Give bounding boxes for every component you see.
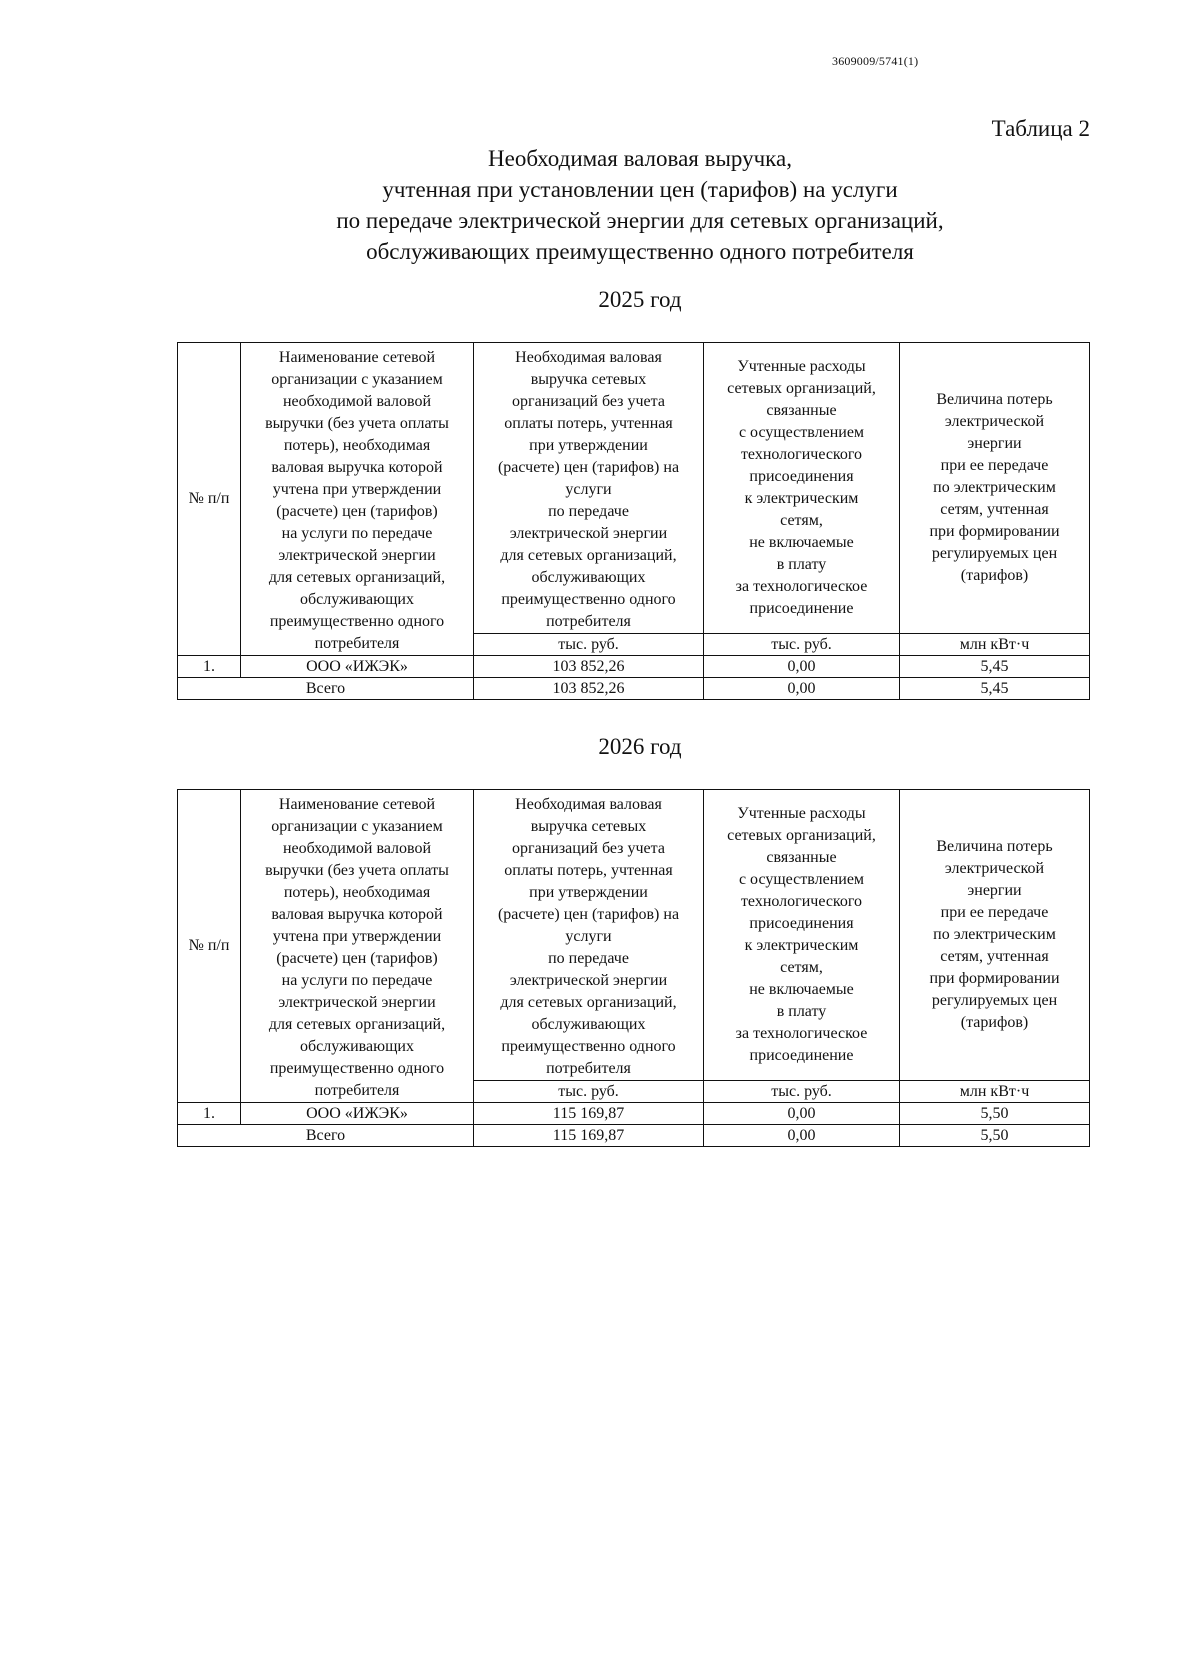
unit-costs: тыс. руб. [704, 1081, 900, 1103]
total-costs: 0,00 [704, 678, 900, 700]
total-label: Всего [178, 678, 474, 700]
row-losses: 5,45 [900, 656, 1090, 678]
unit-revenue: тыс. руб. [474, 634, 704, 656]
header-energy-losses: Величина потерь электрической энергии при ее передаче по электрическим сетям, учтенная при формировании регулируемых цен (тарифов) [900, 790, 1090, 1081]
table-row [178, 656, 1090, 678]
title-line: обслуживающих преимущественно одного потребителя [366, 239, 914, 264]
row-losses: 5,50 [900, 1103, 1090, 1125]
title-line: по передаче электрической энергии для сетевых организаций, [336, 208, 944, 233]
total-revenue: 103 852,26 [474, 678, 704, 700]
total-losses: 5,50 [900, 1125, 1090, 1147]
table-header-row [178, 790, 1090, 1081]
row-revenue: 115 169,87 [474, 1103, 704, 1125]
row-revenue: 103 852,26 [474, 656, 704, 678]
total-revenue: 115 169,87 [474, 1125, 704, 1147]
row-costs: 0,00 [704, 1103, 900, 1125]
year-heading-2026: 2026 год [598, 734, 682, 759]
header-required-revenue: Необходимая валовая выручка сетевых организаций без учета оплаты потерь, учтенная при утверждении (расчете) цен (тарифов) на услуги по передаче электрической энергии для сетевых организаций, обслуживающих преимущественно одного потребителя [474, 343, 704, 634]
header-connection-costs: Учтенные расходы сетевых организаций, связанные с осуществлением технологического присоединения к электрическим сетям, не включаемые в плату за технологическое присоединение [704, 790, 900, 1081]
header-connection-costs: Учтенные расходы сетевых организаций, связанные с осуществлением технологического присоединения к электрическим сетям, не включаемые в плату за технологическое присоединение [704, 343, 900, 634]
row-number: 1. [178, 1103, 241, 1125]
row-organization: ООО «ИЖЭК» [241, 1103, 474, 1125]
revenue-table-2025 [177, 342, 1090, 700]
header-organization-name: Наименование сетевой организации с указанием необходимой валовой выручки (без учета оплаты потерь), необходимая валовая выручка которой учтена при утверждении (расчете) цен (тарифов) на услуги по передаче электрической энергии для сетевых организаций, обслуживающих преимущественно одного потребителя [241, 790, 474, 1103]
header-organization-name: Наименование сетевой организации с указанием необходимой валовой выручки (без учета оплаты потерь), необходимая валовая выручка которой учтена при утверждении (расчете) цен (тарифов) на услуги по передаче электрической энергии для сетевых организаций, обслуживающих преимущественно одного потребителя [241, 343, 474, 656]
title-line: Необходимая валовая выручка, [488, 146, 792, 171]
row-costs: 0,00 [704, 656, 900, 678]
table-total-row [178, 678, 1090, 700]
header-number: № п/п [178, 343, 241, 656]
header-energy-losses: Величина потерь электрической энергии при ее передаче по электрическим сетям, учтенная при формировании регулируемых цен (тарифов) [900, 343, 1090, 634]
row-organization: ООО «ИЖЭК» [241, 656, 474, 678]
header-required-revenue: Необходимая валовая выручка сетевых организаций без учета оплаты потерь, учтенная при утверждении (расчете) цен (тарифов) на услуги по передаче электрической энергии для сетевых организаций, обслуживающих преимущественно одного потребителя [474, 790, 704, 1081]
document-title [160, 143, 1120, 267]
total-label: Всего [178, 1125, 474, 1147]
document-id: 3609009/5741(1) [832, 54, 919, 68]
unit-revenue: тыс. руб. [474, 1081, 704, 1103]
header-number: № п/п [178, 790, 241, 1103]
table-label: Таблица 2 [991, 116, 1090, 141]
unit-losses: млн кВт·ч [900, 634, 1090, 656]
table-header-row [178, 343, 1090, 634]
table-row [178, 1103, 1090, 1125]
unit-losses: млн кВт·ч [900, 1081, 1090, 1103]
title-line: учтенная при установлении цен (тарифов) на услуги [382, 177, 898, 202]
total-costs: 0,00 [704, 1125, 900, 1147]
total-losses: 5,45 [900, 678, 1090, 700]
row-number: 1. [178, 656, 241, 678]
year-heading-2025: 2025 год [598, 287, 682, 312]
table-total-row [178, 1125, 1090, 1147]
revenue-table-2026 [177, 789, 1090, 1147]
unit-costs: тыс. руб. [704, 634, 900, 656]
